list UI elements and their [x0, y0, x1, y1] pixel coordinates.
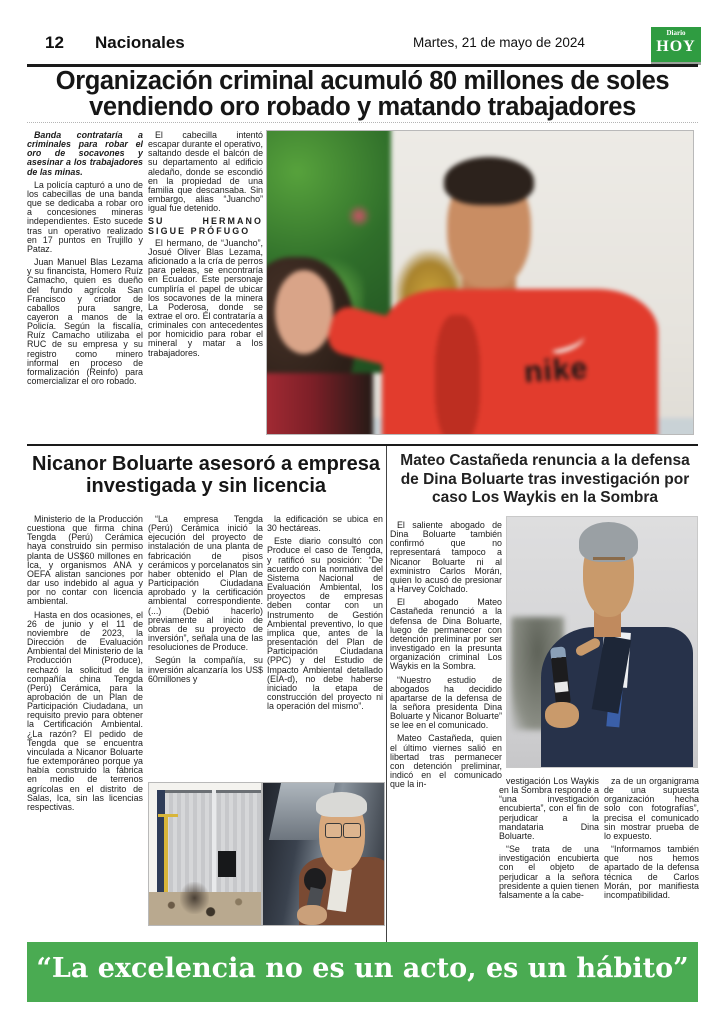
- top-article-col2: [148, 131, 263, 441]
- left-article-headline: Nicanor Boluarte asesoró a empresa investigada y sin licencia: [32, 453, 380, 497]
- factory-rubble: [180, 882, 209, 913]
- main-headline: [27, 68, 698, 120]
- left-article-col3-p2: Este diario consultó con Produce el caso de Tengda, y ratificó su posición: “De acuerdo con la normativa del Sistema Nacional de Evaluación Ambiental, los proyectos de empresas deben contar con un Instrumento de Gestión Ambiental preventivo, lo que implica que, antes de la presentación del Plan de Participación Ciudadana (PPC) y del Estudio de Impacto Ambiental detallado (EIA-d), no debe haberse iniciado la etapa de construcción del proyecto ni la operación del mismo”.: [267, 536, 383, 712]
- factory-photo: [148, 782, 262, 926]
- red-flower: [346, 205, 372, 227]
- right-article-col3-p2: “Informamos también que nos hemos apartado de la defensa técnica de Carlos Morán, por manifiesta incompatibilidad.: [604, 844, 699, 900]
- main-headline-line1: Organización criminal acumuló 80 millones de soles: [55, 67, 670, 95]
- glasses-right-lens: [343, 823, 361, 838]
- top-article-col2-p1: El cabecilla intentó escapar durante el operativo, saltando desde el balcón de su departamento al edificio aledaño, donde se escondió en la propiedad de una familia que descansaba. Sin embargo, alias “Juancho” igual fue detenido.: [148, 131, 263, 214]
- right-article-col1-p4: Mateo Castañeda, quien el último viernes salió en libertad tras permanecer con detención preliminar, indicó en el comunicado que la in-: [390, 733, 502, 790]
- top-article-subhead: SU HERMANO SIGUE PRÓFUGO: [148, 216, 263, 236]
- suspect-photo-scene: [266, 130, 694, 435]
- section-title: Nacionales: [95, 33, 185, 52]
- microphone-label: [554, 681, 568, 692]
- castaneda-brow: [593, 557, 625, 560]
- top-article-lead: Banda contrataría a criminales para robar el oro de socavones y asesinar a los trabajadores de las minas.: [27, 131, 143, 177]
- interview-photo: [262, 782, 385, 926]
- factory-building: [157, 790, 262, 895]
- blurred-woman-clothing: [266, 373, 373, 435]
- right-article-headline: Mateo Castañeda renuncia a la defensa de Dina Boluarte tras investigación por caso Los Waykis en la Sombra: [400, 452, 690, 506]
- castaneda-gray-hair: [579, 522, 638, 562]
- right-article-col1-p3: “Nuestro estudio de abogados ha decidido apartarse de la defensa de la señora presidenta Dina Boluarte y Nicanor Boluarte” se lee en el comunicado.: [390, 674, 502, 731]
- interviewee-hair: [316, 792, 367, 818]
- right-article-col1: [390, 521, 502, 938]
- logo-hoy-text: HOY: [656, 38, 696, 55]
- logo-diario-text: Diario: [666, 29, 686, 37]
- article-divider: [386, 446, 387, 960]
- right-article-col3-p1: za de un organigrama de una supuesta organización hecha solo con fotografías”, precisa el comunicado sin mostrar prueba de lo expuesto.: [604, 777, 699, 841]
- left-article-col1: [27, 515, 143, 935]
- yellow-crane-arm: [158, 814, 178, 817]
- right-article-col2: [499, 777, 599, 937]
- headline-underline: [27, 122, 698, 123]
- castaneda-hand: [545, 702, 579, 728]
- motto-banner: “La excelencia no es un acto, es un hábito”: [27, 942, 698, 1002]
- right-article-col1-p1: El saliente abogado de Dina Boluarte también confirmó que no representará tampoco a Nicanor Boluarte ni al exministro Carlos Morán, quien lo acusó de presionar a Harvey Colchado.: [390, 521, 502, 595]
- right-article-col2-p2: “Se trata de una investigación encubierta con el objeto de perjudicar a la señora presidente a quien tienen falsamente a la cabe-: [499, 844, 599, 900]
- right-article-col3: [604, 777, 699, 937]
- suspect-photo: [266, 130, 694, 435]
- left-article-col2-p1: “La empresa Tengda (Perú) Cerámica inició la ejecución del proyecto de instalación de una planta de fabricación de pisos cerámicos y porcelanatos sin haber obtenido el Plan de Participación Ciudadana aprobado y la certificación ambiental correspondiente. (...) (Debió hacerlo) previamente al inicio de obras de su proyecto de inversión”, señala una de las resoluciones de Produce.: [148, 515, 263, 653]
- left-article-col2: [148, 515, 263, 777]
- left-article-col1-p2: Hasta en dos ocasiones, el 26 de junio y el 11 de noviembre de 2023, la Dirección de Evaluación Ambiental del Ministerio de la Producción (Produce), rechazó la solicitud de la compañía china Tengda (Perú) Cerámica, para la aprobación de un Plan de Participación Ciudadana, un requisito previo para obtener la Certificación Ambiental. ¿La razón? El pedido de Tengda que se encuentra vinculada a Nicanor Boluarte fue extemporáneo porque ya había construido la fábrica en medio de terrenos agrícolas en el distrito de Salas, Ica, sin las licencias respectivas.: [27, 609, 143, 812]
- factory-opening: [218, 851, 236, 877]
- top-article-col1-p1: La policía capturó a uno de los cabecillas de una banda que se dedicaba a robar oro a concesiones mineras independientes. Esto sucede tras un operativo realizado en 17 puntos en Trujillo y Pataz.: [27, 179, 143, 254]
- blurred-woman-face: [275, 270, 333, 354]
- left-article-col3-p1: la edificación se ubica en 30 hectáreas.: [267, 515, 383, 534]
- left-article-col3: [267, 515, 383, 777]
- castaneda-photo: [506, 516, 698, 768]
- left-article-col1-p1: Ministerio de la Producción cuestiona que firma china Tengda (Perú) Cerámica haya construido sin permiso planta de US$60 millones en Ica, y organismos ANA y OEFA alistan sanciones por dar uso indebido al agua y por no contar con licencia ambiental.: [27, 515, 143, 607]
- top-article-col2-p2: El hermano, de “Juancho”, Josué Oliver Blas Lezama, aficionado a la cría de perros para peleas, se encontraría en Ecuador. Este personaje cumpliría el papel de ubicar los socavones de la minera La Poderosa, donde se extrae el oro. Él contrataría a criminales con antecedentes por homicidio para robar el mineral y matar a los trabajadores.: [148, 237, 263, 358]
- right-article-col2-p1: vestigación Los Waykis en la Sombra responde a “una investigación encubierta”, con el fin de perjudicar a la mandataria Dina Boluarte.: [499, 777, 599, 841]
- top-article-col1: [27, 131, 143, 441]
- date-line: Martes, 21 de mayo de 2024: [413, 35, 585, 50]
- factory-light-edge: [212, 790, 216, 892]
- mid-rule: [27, 444, 698, 446]
- right-article-col1-p2: El abogado Mateo Castañeda renunció a la defensa de Dina Boluarte, luego de permanecer con detención preliminar por ser investigado en la presunta organización criminal Los Waykis en la Sombra.: [390, 597, 502, 672]
- shirt-brand-text: nike: [522, 351, 589, 389]
- yellow-crane-mast: [164, 814, 168, 896]
- glasses-left-lens: [325, 823, 343, 838]
- main-headline-line2: vendiendo oro robado y matando trabajadores: [89, 93, 636, 121]
- page-number: 12: [45, 33, 64, 52]
- top-article-col1-p2: Juan Manuel Blas Lezama y su financista, Homero Ruíz Camacho, quien es dueño del fundo agrícola San Francisco y criador de caballos pura sangre, cayeron a manos de la Policía. Según la fiscalía, Ruíz Camacho utilizaba el RUC de su empresa y su registro como minero informal en proceso de formalización (Reinfo) para comercializar el oro robado.: [27, 257, 143, 387]
- man-hair: [444, 157, 533, 205]
- reporter-hand: [297, 905, 327, 925]
- left-article-col2-p2: Según la compañía, su inversión alcanzaría los US$ 60millones y: [148, 655, 263, 684]
- diario-hoy-logo: [651, 27, 701, 65]
